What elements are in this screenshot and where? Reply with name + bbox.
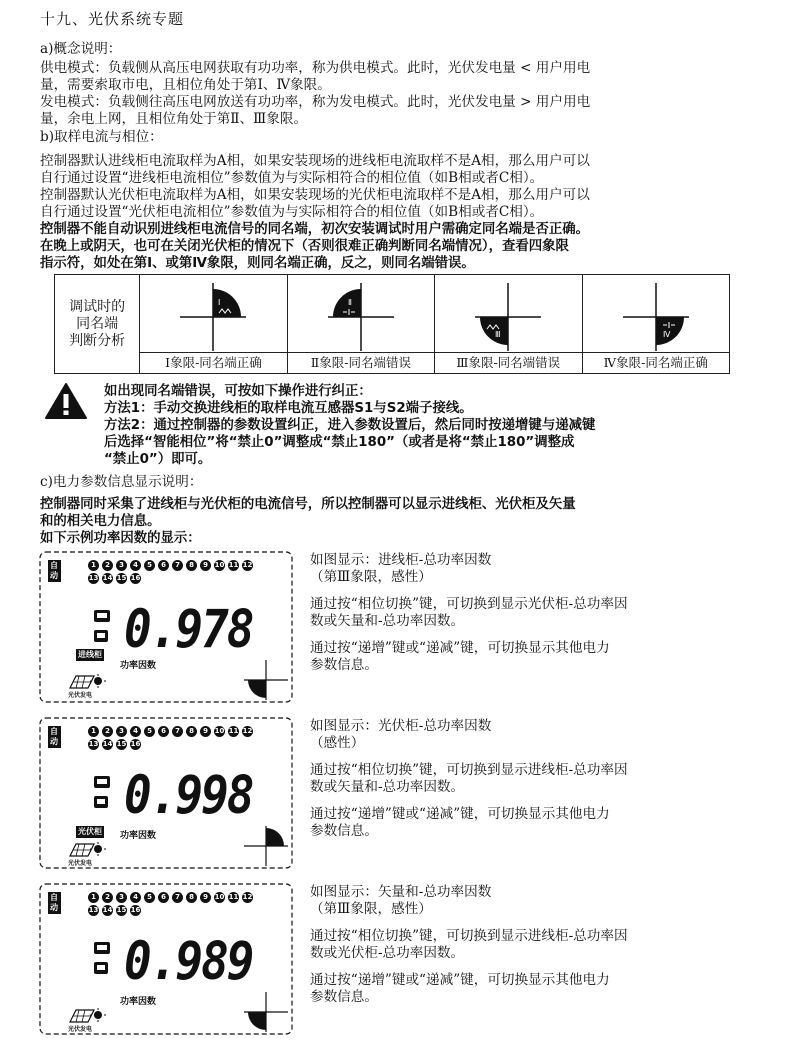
lcd-description-line: （感性） [310, 735, 365, 751]
step-indicator: 3 [116, 892, 127, 903]
section-title: 十九、光伏系统专题 [40, 10, 185, 28]
power-factor-label: 功率因数 [120, 997, 157, 1007]
step-indicator: 10 [214, 727, 225, 735]
step-indicator: 4 [130, 560, 141, 571]
quadrant-4-icon [583, 275, 729, 355]
lcd-description-line: （第Ⅲ象限，感性） [310, 901, 432, 917]
quadrant-cell-3 [435, 275, 582, 374]
warning-icon [44, 382, 88, 420]
step-indicator: 13 [88, 740, 99, 748]
quadrant-1-icon [140, 275, 286, 355]
step-indicator: 14 [102, 906, 113, 914]
quadrant-indicator-icon [38, 550, 294, 704]
power-factor-value: 0.998 [124, 763, 253, 826]
step-indicator: 13 [88, 906, 99, 914]
quadrant-indicator-icon [38, 716, 294, 870]
cabinet-label: 光伏柜 [78, 827, 102, 836]
step-indicator: 14 [102, 574, 113, 582]
quadrant-caption: Ⅱ象限-同名端错误 [288, 352, 434, 373]
quadrant-caption: Ⅳ象限-同名端正确 [583, 352, 729, 373]
svg-text:Ⅰ: Ⅰ [218, 298, 221, 307]
lcd-description-line: 参数信息。 [310, 823, 378, 839]
lcd-description-line: 数或矢量和-总功率因数。 [310, 779, 465, 795]
lcd-description-line: 数或矢量和-总功率因数。 [310, 613, 465, 629]
para-a-line: 发电模式：负载侧往高压电网放送有功功率，称为发电模式。此时，光伏发电量 > 用户用电 [40, 94, 591, 110]
para-c-bold-line: 控制器同时采集了进线柜与光伏柜的电流信号，所以控制器可以显示进线柜、光伏柜及矢量 [40, 497, 576, 512]
step-indicator: 9 [200, 892, 211, 903]
pv-generation-label: 光伏发电 [68, 1026, 93, 1033]
lcd-description-line: 如图显示：矢量和-总功率因数 [310, 884, 492, 900]
warning-line: 后选择“智能相位”将“禁止0”调整成“禁止180”（或者是将“禁止180”调整成 [104, 435, 575, 450]
step-indicator: 16 [130, 906, 141, 914]
quadrant-table [54, 274, 730, 374]
para-b-bold-line: 指示符，如处在第Ⅰ、或第Ⅳ象限，则同名端正确，反之，则同名端错误。 [40, 256, 475, 271]
quadrant-cell-1 [140, 275, 287, 374]
svg-text:Ⅳ: Ⅳ [662, 330, 670, 339]
table-row-header: 调试时的 同名端 判断分析 [55, 275, 140, 374]
step-indicator: 8 [186, 892, 197, 903]
lcd-description-line: 如图显示：光伏柜-总功率因数 [310, 718, 492, 734]
step-indicator: 11 [228, 893, 239, 901]
step-indicator: 7 [172, 726, 183, 737]
warning-line: 方法1：手动交换进线柜的取样电流互感器S1与S2端子接线。 [104, 401, 473, 416]
power-factor-label: 功率因数 [120, 661, 157, 671]
lcd-description-line: 参数信息。 [310, 657, 378, 673]
lcd-description-line: （第Ⅲ象限，感性） [310, 569, 432, 585]
pv-generation-label: 光伏发电 [68, 692, 93, 699]
lcd-description-line: 通过按“相位切换”键，可切换到显示进线柜-总功率因 [310, 762, 628, 778]
para-c-bold-line: 如下示例功率因数的显示： [40, 531, 201, 546]
step-indicator: 2 [102, 726, 113, 737]
step-indicator: 1 [88, 560, 99, 571]
step-indicator: 5 [144, 560, 155, 571]
lcd-display [38, 716, 294, 870]
quadrant-caption: Ⅲ象限-同名端错误 [435, 352, 581, 373]
section-b-heading: b)取样电流与相位： [40, 129, 163, 145]
step-indicator: 15 [116, 740, 127, 748]
step-indicator: 9 [200, 560, 211, 571]
step-indicator: 3 [116, 726, 127, 737]
para-b-bold-line: 控制器不能自动识别进线柜电流信号的同名端，初次安装调试时用户需确定同名端是否正确。 [40, 222, 590, 237]
step-indicator: 5 [144, 726, 155, 737]
lcd-description-line: 参数信息。 [310, 989, 378, 1005]
step-indicator: 6 [158, 892, 169, 903]
pv-generation-label: 光伏发电 [68, 860, 93, 867]
section-a-heading: a)概念说明： [40, 41, 122, 57]
step-indicator: 11 [228, 561, 239, 569]
lcd-description-line: 通过按“相位切换”键，可切换到显示进线柜-总功率因 [310, 928, 628, 944]
step-indicator: 6 [158, 726, 169, 737]
step-indicator: 4 [130, 892, 141, 903]
power-factor-value: 0.978 [124, 597, 253, 660]
para-a-line: 量，余电上网，且相位角处于第Ⅱ、Ⅲ象限。 [40, 111, 308, 127]
step-indicator: 12 [242, 727, 253, 735]
step-indicator: 8 [186, 560, 197, 571]
lcd-description-line: 通过按“递增”键或“递减”键，可切换显示其他电力 [310, 972, 610, 988]
para-b-bold-line: 在晚上或阴天，也可在关闭光伏柜的情况下（否则很难正确判断同名端情况），查看四象限 [40, 239, 569, 254]
warning-line: “禁止0”）即可。 [104, 452, 212, 467]
lcd-description-line: 通过按“递增”键或“递减”键，可切换显示其他电力 [310, 640, 610, 656]
para-b-line: 控制器默认光伏柜电流取样为A相，如果安装现场的光伏柜电流取样不是A相，那么用户可以 [40, 187, 590, 203]
lcd-description-line: 如图显示：进线柜-总功率因数 [310, 552, 492, 568]
step-indicator: 12 [242, 893, 253, 901]
quadrant-3-icon [435, 275, 581, 355]
step-indicator: 10 [214, 893, 225, 901]
warning-line: 方法2：通过控制器的参数设置纠正，进入参数设置后，然后同时按递增键与递减键 [104, 418, 596, 433]
step-indicator: 8 [186, 726, 197, 737]
quadrant-cell-2 [287, 275, 434, 374]
quadrant-2-icon [288, 275, 434, 355]
step-indicator: 1 [88, 726, 99, 737]
para-a-line: 量，需要索取市电，且相位角处于第Ⅰ、Ⅳ象限。 [40, 77, 331, 93]
step-indicator: 7 [172, 560, 183, 571]
lcd-display [38, 882, 294, 1036]
auto-mode-label: 自动 [48, 892, 61, 914]
warning-line: 如出现同名端错误，可按如下操作进行纠正： [104, 384, 372, 399]
step-indicator: 9 [200, 726, 211, 737]
para-b-line: 控制器默认进线柜电流取样为A相，如果安装现场的进线柜电流取样不是A相，那么用户可以 [40, 153, 590, 169]
lcd-description-line: 通过按“相位切换”键，可切换到显示光伏柜-总功率因 [310, 596, 628, 612]
step-indicator: 2 [102, 560, 113, 571]
section-c-heading: c)电力参数信息显示说明： [40, 474, 203, 490]
para-b-line: 自行通过设置“光伏柜电流相位”参数值为与实际相符合的相位值（如B相或者C相）。 [40, 204, 544, 220]
lcd-display [38, 550, 294, 704]
step-indicator: 4 [130, 726, 141, 737]
step-indicator: 12 [242, 561, 253, 569]
auto-mode-label: 自动 [48, 560, 61, 582]
lcd-description-line: 通过按“递增”键或“递减”键，可切换显示其他电力 [310, 806, 610, 822]
lcd-description-line: 数或光伏柜-总功率因数。 [310, 945, 465, 961]
svg-text:Ⅲ: Ⅲ [495, 330, 501, 339]
step-indicator: 11 [228, 727, 239, 735]
step-indicator: 7 [172, 892, 183, 903]
step-indicator: 14 [102, 740, 113, 748]
svg-text:Ⅱ: Ⅱ [347, 298, 352, 307]
step-indicator: 15 [116, 574, 127, 582]
para-b-line: 自行通过设置“进线柜电流相位”参数值为与实际相符合的相位值（如B相或者C相）。 [40, 170, 544, 186]
auto-mode-label: 自动 [48, 726, 61, 748]
step-indicator: 10 [214, 561, 225, 569]
power-factor-label: 功率因数 [120, 831, 157, 841]
step-indicator: 13 [88, 574, 99, 582]
step-indicator: 2 [102, 892, 113, 903]
power-factor-value: 0.989 [124, 929, 253, 992]
step-indicator: 16 [130, 740, 141, 748]
para-c-bold-line: 和的相关电力信息。 [40, 514, 161, 529]
step-indicator: 6 [158, 560, 169, 571]
step-indicator: 16 [130, 574, 141, 582]
step-indicator: 3 [116, 560, 127, 571]
para-a-line: 供电模式：负载侧从高压电网获取有功功率，称为供电模式。此时，光伏发电量 < 用户用电 [40, 60, 591, 76]
quadrant-cell-4 [582, 275, 729, 374]
quadrant-indicator-icon [38, 882, 294, 1036]
step-indicator: 1 [88, 892, 99, 903]
quadrant-caption: Ⅰ象限-同名端正确 [140, 352, 286, 373]
step-indicator: 15 [116, 906, 127, 914]
cabinet-label: 进线柜 [78, 650, 102, 659]
step-indicator: 5 [144, 892, 155, 903]
